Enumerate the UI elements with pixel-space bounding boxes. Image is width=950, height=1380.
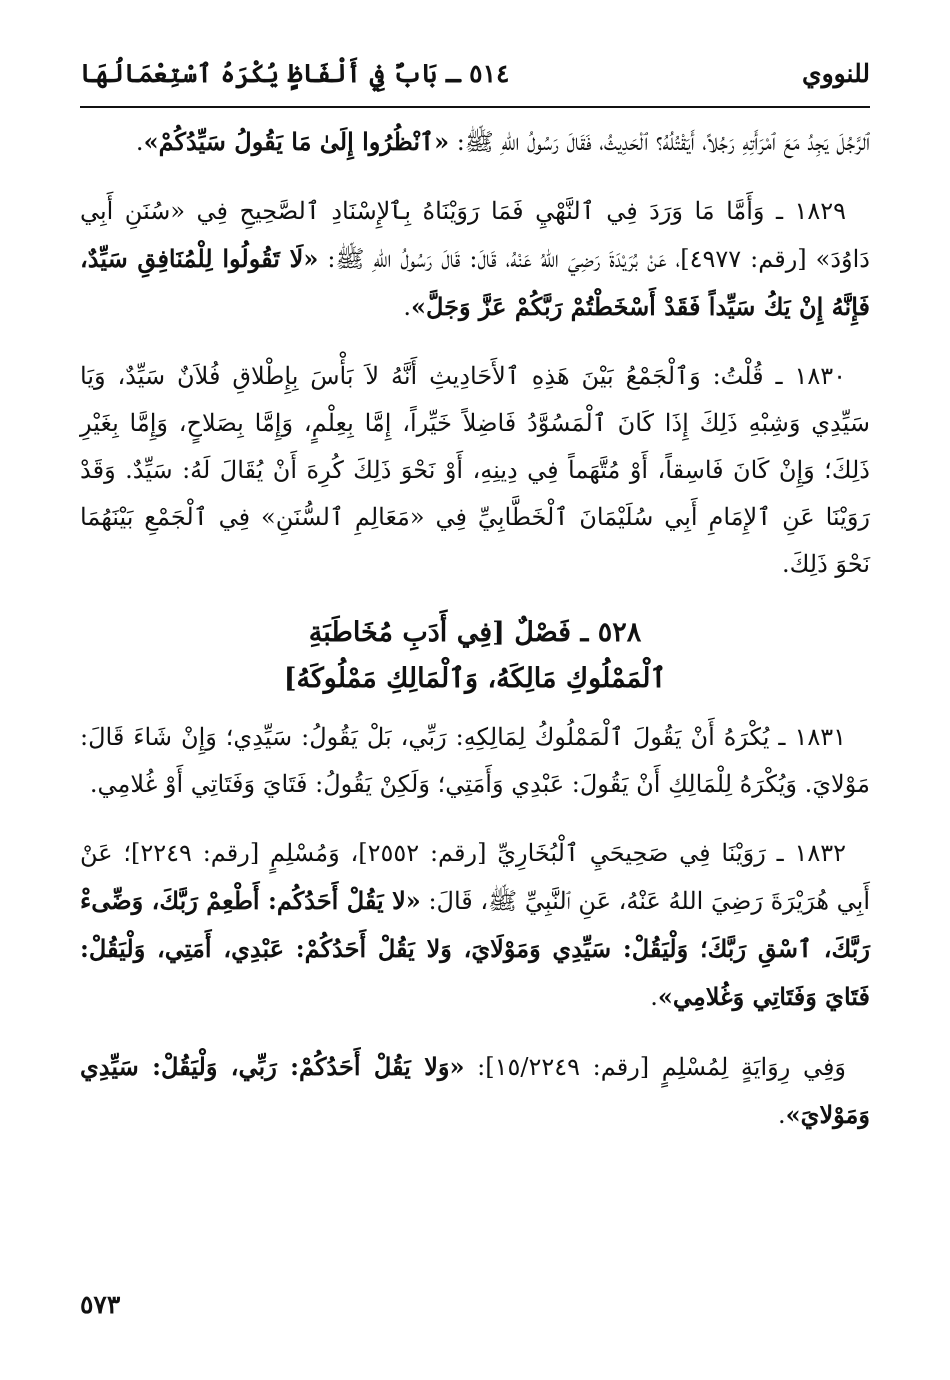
paragraph-text: ١٨٣٢ ـ رَوَيْنَا فِي صَحِيحَيِ ٱلْبُخَارِيِّ [رقم: ٢٥٥٢]، وَمُسْلِمٍ [رقم: ٢٢٤٩]؛ عَنْ أَبِي هُرَيْرَةَ رَضِيَ اللهُ عَنْهُ، عَنِ ٱلنَّبِيِّ ﷺ، قَالَ: [80, 839, 870, 915]
paragraph-text: وَفِي رِوَايَةٍ لِمُسْلِمٍ [رقم: ١٥/٢٢٤٩]: [464, 1053, 847, 1081]
paragraph-end: . [403, 293, 411, 321]
hadith-quote: «ٱنْظُرُوا إِلَىٰ مَا يَقُولُ سَيِّدُكُمْ» [143, 127, 450, 156]
paragraph-text: ٱلرَّجُلَ يَجِدُ مَعَ ٱمْرَأَتِهِ رَجُلاً، أَيَقْتُلُهُ؟ ٱلْحَدِيثُ، فَقَالَ رَسُولُ اللهِ ﷺ: [449, 128, 870, 156]
paragraph-end: . [135, 128, 144, 156]
paragraph-continuation [80, 118, 870, 166]
paragraph-end: . [778, 1101, 786, 1129]
paragraph-1831 [80, 714, 870, 808]
hadith-quote: «لا يَقُلْ أَحَدُكُم: أَطْعِمْ رَبَّكَ، وَضِّىءْ رَبَّكَ، ٱسْقِ رَبَّكَ؛ وَلْيَقُلْ: سَيِّدِي وَمَوْلَايَ، وَلا يَقُلْ أَحَدُكُمْ: عَبْدِي، أَمَتِي، وَلْيَقُلْ: فَتَايَ وَفَتَاتِي وَغُلامِي» [80, 886, 870, 1011]
paragraph-1830 [80, 353, 870, 588]
section-heading [80, 610, 870, 702]
page-body [80, 118, 870, 1161]
paragraph-end: . [650, 983, 658, 1011]
running-header [80, 48, 870, 98]
hadith-quote: «لَا تَقُولُوا لِلْمُنَافِقِ سَيِّدٌ، فَإِنَّهُ إِنْ يَكُ سَيِّداً فَقَدْ أَسْخَطْتُمْ رَبَّكُمْ عَزَّ وَجَلَّ» [80, 244, 870, 321]
paragraph-1829 [80, 188, 870, 331]
page-number: ٥٧٣ [80, 1290, 121, 1319]
section-heading-line-1: ٥٢٨ ـ فَصْلٌ [فِي أَدَبِ مُخَاطَبَةِ [308, 617, 642, 648]
paragraph-text: ١٨٢٩ ـ وَأَمَّا مَا وَرَدَ فِي ٱلنَّهْيِ فَمَا رَوَيْنَاهُ بِٱلإِسْنَادِ ٱلصَّحِيحِ فِي «سُنَنِ أَبِي دَاوُدَ» [رقم: ٤٩٧٧]، عَنْ بُرَيْدَةَ رَضِيَ اللهُ عَنْهُ، قَالَ: قَالَ رَسُولُ اللهِ ﷺ: [80, 197, 870, 273]
paragraph-muslim-narration [80, 1043, 870, 1139]
header-divider [80, 106, 870, 108]
header-chapter-title: ٥١٤ ـ بَابٌ فِي أَلْفَاظٍ يُكْرَهُ ٱسْتِعْمَالُهَا [80, 58, 510, 88]
section-heading-line-2: ٱلْمَمْلُوكِ مَالِكَهُ، وَٱلْمَالِكِ مَمْلُوكَهُ] [283, 663, 667, 694]
paragraph-text: ١٨٣٠ ـ قُلْتُ: وَٱلْجَمْعُ بَيْنَ هَذِهِ ٱلأَحَادِيثِ أَنَّهُ لاَ بَأْسَ بِإِطْلاقِ فُلاَنٌ سَيِّدٌ، وَيَا سَيِّدِي وَشِبْهِ ذَلِكَ إِذَا كَانَ ٱلْمَسُوَّدُ فَاضِلاً خَيِّراً، إِمَّا بِعِلْمٍ، وَإِمَّا بِصَلاحٍ، وَإِمَّا بِغَيْرِ ذَلِكَ؛ وَإِنْ كَانَ فَاسِقاً، أَوْ مُتَّهَماً فِي دِينِهِ، أَوْ نَحْوَ ذَلِكَ كُرِهَ أَنْ يُقَالَ لَهُ: سَيِّدٌ. وَقَدْ رَوَيْنَا عَنِ ٱلإِمَامِ أَبِي سُلَيْمَانَ ٱلْخَطَّابِيِّ فِي «مَعَالِمِ ٱلسُّنَنِ» فِي ٱلْجَمْعِ بَيْنَهُمَا نَحْوَ ذَلِكَ. [80, 362, 870, 578]
paragraph-text: ١٨٣١ ـ يُكْرَهُ أَنْ يَقُولَ ٱلْمَمْلُوكُ لِمَالِكِهِ: رَبِّي، بَلْ يَقُولُ: سَيِّدِي؛ وَإِنْ شَاءَ قَالَ: مَوْلايَ. وَيُكْرَهُ لِلْمَالِكِ أَنْ يَقُولَ: عَبْدِي وَأَمَتِي؛ وَلَكِنْ يَقُولُ: فَتَايَ وَفَتَاتِي أَوْ غُلامِي. [80, 723, 870, 798]
header-author: للنووي [802, 58, 870, 88]
paragraph-1832 [80, 830, 870, 1021]
hadith-quote: «وَلا يَقُلْ أَحَدُكُمْ: رَبِّي، وَلْيَقُلْ: سَيِّدِي وَمَوْلايَ» [80, 1052, 870, 1129]
